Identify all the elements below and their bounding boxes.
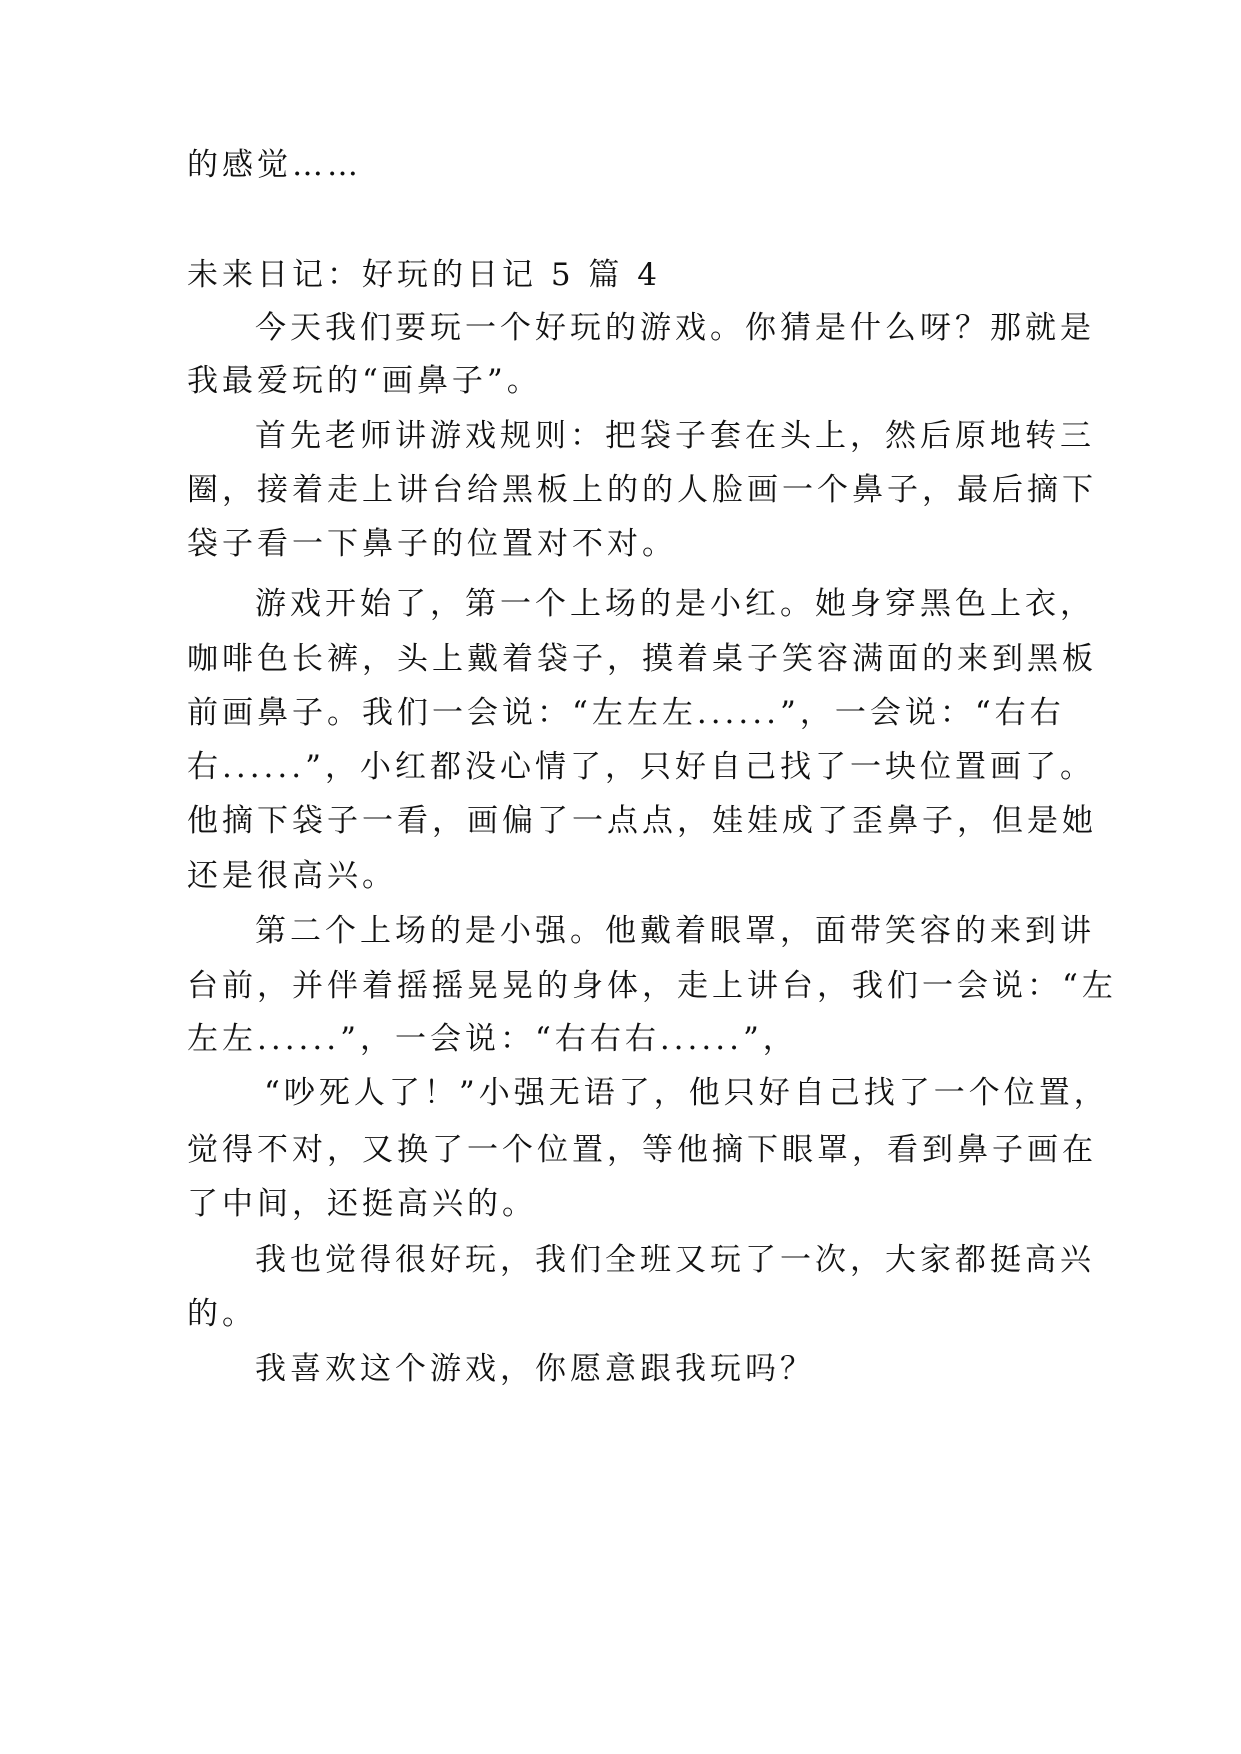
text-line: 咖啡色长裤，头上戴着袋子，摸着桌子笑容满面的来到黑板: [187, 641, 1097, 677]
text-line: 袋子看一下鼻子的位置对不对。: [187, 526, 677, 562]
text-line: 右......”，小红都没心情了，只好自己找了一块位置画了。: [187, 749, 1095, 785]
section-title: 未来日记：好玩的日记 5 篇 4: [187, 257, 662, 293]
text-line: 我喜欢这个游戏，你愿意跟我玩吗？: [255, 1351, 815, 1387]
text-line: 我最爱玩的“画鼻子”。: [187, 363, 542, 399]
text-line: 前画鼻子。我们一会说：“左左左......”，一会说：“右右: [187, 695, 1065, 731]
text-line: 我也觉得很好玩，我们全班又玩了一次，大家都挺高兴: [255, 1242, 1095, 1278]
text-line: 了中间，还挺高兴的。: [187, 1186, 537, 1222]
text-line: 游戏开始了，第一个上场的是小红。她身穿黑色上衣，: [255, 586, 1095, 622]
text-line: 今天我们要玩一个好玩的游戏。你猜是什么呀？那就是: [255, 310, 1095, 346]
text-line: 的。: [187, 1296, 257, 1332]
text-line: 首先老师讲游戏规则：把袋子套在头上，然后原地转三: [255, 418, 1095, 454]
text-line: 觉得不对，又换了一个位置，等他摘下眼罩，看到鼻子画在: [187, 1132, 1097, 1168]
text-line: 第二个上场的是小强。他戴着眼罩，面带笑容的来到讲: [255, 913, 1095, 949]
text-line: 左左......”，一会说：“右右右......”，: [187, 1021, 798, 1057]
text-line: 台前，并伴着摇摇晃晃的身体，走上讲台，我们一会说：“左: [187, 968, 1117, 1004]
text-line: 他摘下袋子一看，画偏了一点点，娃娃成了歪鼻子，但是她: [187, 803, 1097, 839]
text-line: 的感觉……: [187, 147, 362, 183]
text-line: 圈，接着走上讲台给黑板上的的人脸画一个鼻子，最后摘下: [187, 472, 1097, 508]
text-line: “吵死人了！”小强无语了，他只好自己找了一个位置，: [264, 1075, 1109, 1111]
text-line: 还是很高兴。: [187, 858, 397, 894]
